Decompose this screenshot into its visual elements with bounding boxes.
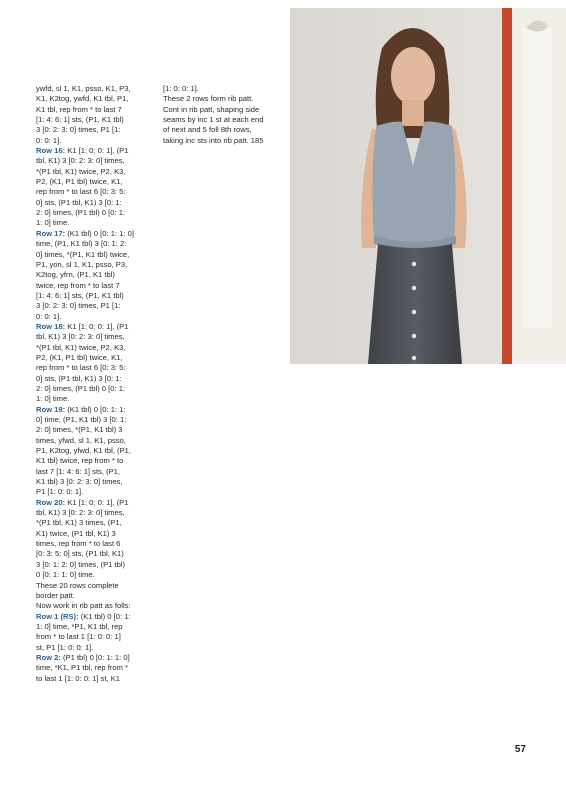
text-line: 2: 0] times, *(P1, K1 tbl) 3 — [36, 425, 123, 435]
text-line: *(P1 tbl, K1) 3 times, (P1, — [36, 518, 122, 528]
text-line: Cont in rib patt, shaping side — [163, 104, 260, 114]
text-line: last 7 [1: 4: 6: 1] sts, (P1, — [36, 466, 120, 476]
text-line: K1, K2tog, ywfd, K1 tbl, P1, — [36, 94, 129, 104]
text-line: 3 [0: 1: 2: 0] times, (P1 tbl) — [36, 559, 126, 569]
text-line: P2, (K1, P1 tbl) twice, K1, — [36, 177, 123, 187]
text-line: 2: 0] times, (P1 tbl) 0 [0: 1: — [36, 208, 126, 218]
text-line: from * to last 1 [1: 0: 0: 1] — [36, 632, 121, 642]
text-line: P1 [1: 0: 0: 1]. — [36, 487, 84, 497]
text-line: times, yfwd, sl 1, K1, psso, — [36, 435, 126, 445]
text-line: 1: 0] time. — [36, 218, 70, 228]
text-line: st, P1 [1: 0: 0: 1]. — [36, 642, 94, 652]
text-line: 2: 0] times, (P1 tbl) 0 [0: 1: — [36, 383, 126, 393]
text-line: *(P1 tbl, K1) twice, P2, K3, — [36, 166, 126, 176]
text-column-1 — [36, 84, 158, 684]
text-line: 1: 0] time. — [36, 394, 70, 404]
text-line: These 2 rows form rib patt. — [163, 94, 254, 104]
text-line: Row 19: (K1 tbl) 0 [0: 1: 1: — [36, 404, 126, 414]
text-line: [1: 4: 6: 1] sts, (P1, K1 tbl) — [36, 115, 124, 125]
text-line: 0: 0: 1]. — [36, 135, 62, 145]
text-line: time, (P1, K1 tbl) 3 [0: 1: 2: — [36, 239, 127, 249]
text-line: 0] time, (P1, K1 tbl) 3 [0: 1: — [36, 415, 127, 424]
text-line: [1: 0: 0: 1]. — [163, 84, 199, 93]
model-photo-illustration — [290, 8, 566, 364]
text-line: 0] sts, (P1 tbl, K1) 3 [0: 1: — [36, 197, 122, 207]
text-line: P1, K2tog, yfwd, K1 tbl, (P1, — [36, 446, 131, 456]
text-line: tbl, K1) 3 [0: 2: 3: 0] times, — [36, 332, 125, 342]
text-line: seams by inc 1 st at each end — [163, 115, 264, 125]
text-line: Now work in rib patt as folls: — [36, 601, 131, 611]
text-line: times, rep from * to last 6 — [36, 539, 121, 549]
text-line: 1: 0] time, *P1, K1 tbl, rep — [36, 621, 123, 631]
text-line: twice, rep from * to last 7 — [36, 280, 120, 290]
text-line: 3 [0: 2: 3: 0] times, P1 [1: — [36, 301, 121, 311]
text-column-2 — [163, 84, 285, 146]
text-line: tbl, K1) 3 [0: 2: 3: 0] times, — [36, 508, 125, 518]
text-line: [0: 3: 5: 0] sts, (P1 tbl, K1) — [36, 549, 124, 559]
text-line: *(P1 tbl, K1) twice, P2, K3, — [36, 342, 126, 352]
text-line: P2, (K1, P1 tbl) twice, K1, — [36, 352, 123, 362]
text-line: K1 tbl, rep from * to last 7 — [36, 104, 122, 114]
text-line: 0] times, *(P1, K1 tbl) twice, — [36, 249, 130, 259]
text-line: K1 tbl) twice, rep from * to — [36, 456, 124, 466]
page-number: 57 — [514, 744, 526, 755]
text-line: 0 [0: 1: 1: 0] time. — [36, 570, 95, 580]
text-line: tbl, K1) 3 [0: 2: 3: 0] times, — [36, 156, 125, 166]
text-line: rep from * to last 6 [0: 3: 5: — [36, 187, 126, 197]
text-line: K1) twice, (P1 tbl, K1) 3 — [36, 528, 116, 538]
text-line: 3 [0: 2: 3: 0] times, P1 [1: — [36, 125, 121, 135]
text-line: 0: 0: 1]. — [36, 311, 62, 321]
model-photo — [290, 8, 566, 364]
text-line: Row 1 (RS): (K1 tbl) 0 [0: 1: — [36, 611, 131, 621]
text-line: Row 20: K1 [1: 0: 0: 1], (P1 — [36, 497, 129, 507]
text-line: P1, yon, sl 1, K1, psso, P3, — [36, 259, 128, 269]
text-line: Row 2: (P1 tbl) 0 [0: 1: 1: 0] — [36, 652, 130, 662]
text-line: Row 17: (K1 tbl) 0 [0: 1: 1: 0] — [36, 228, 134, 238]
text-line: border patt. — [36, 590, 75, 600]
text-line: rep from * to last 6 [0: 3: 5: — [36, 363, 126, 373]
text-line: ywfd, sl 1, K1, psso, K1, P3, — [36, 84, 131, 93]
text-line: time, *K1, P1 tbl, rep from * — [36, 663, 129, 673]
text-line: K1 tbl) 3 [0: 2: 3: 0] times, — [36, 477, 123, 487]
watermark: PassionForum.ru — [468, 765, 560, 779]
text-line: These 20 rows complete — [36, 580, 119, 590]
text-line: to last 1 [1: 0: 0: 1] st, K1 — [36, 673, 120, 683]
text-line: taking inc sts into rib patt. 185 — [163, 135, 264, 145]
text-line: 0] sts, (P1 tbl, K1) 3 [0: 1: — [36, 373, 122, 383]
text-line: K2tog, yfrn, (P1, K1 tbl) — [36, 270, 115, 280]
text-line: Row 16: K1 [1: 0: 0: 1], (P1 — [36, 146, 129, 156]
text-line: Row 18: K1 [1: 0: 0: 1], (P1 — [36, 321, 129, 331]
text-line: [1: 4: 6: 1] sts, (P1, K1 tbl) — [36, 290, 124, 300]
text-line: of next and 5 foll 8th rows, — [163, 125, 252, 135]
